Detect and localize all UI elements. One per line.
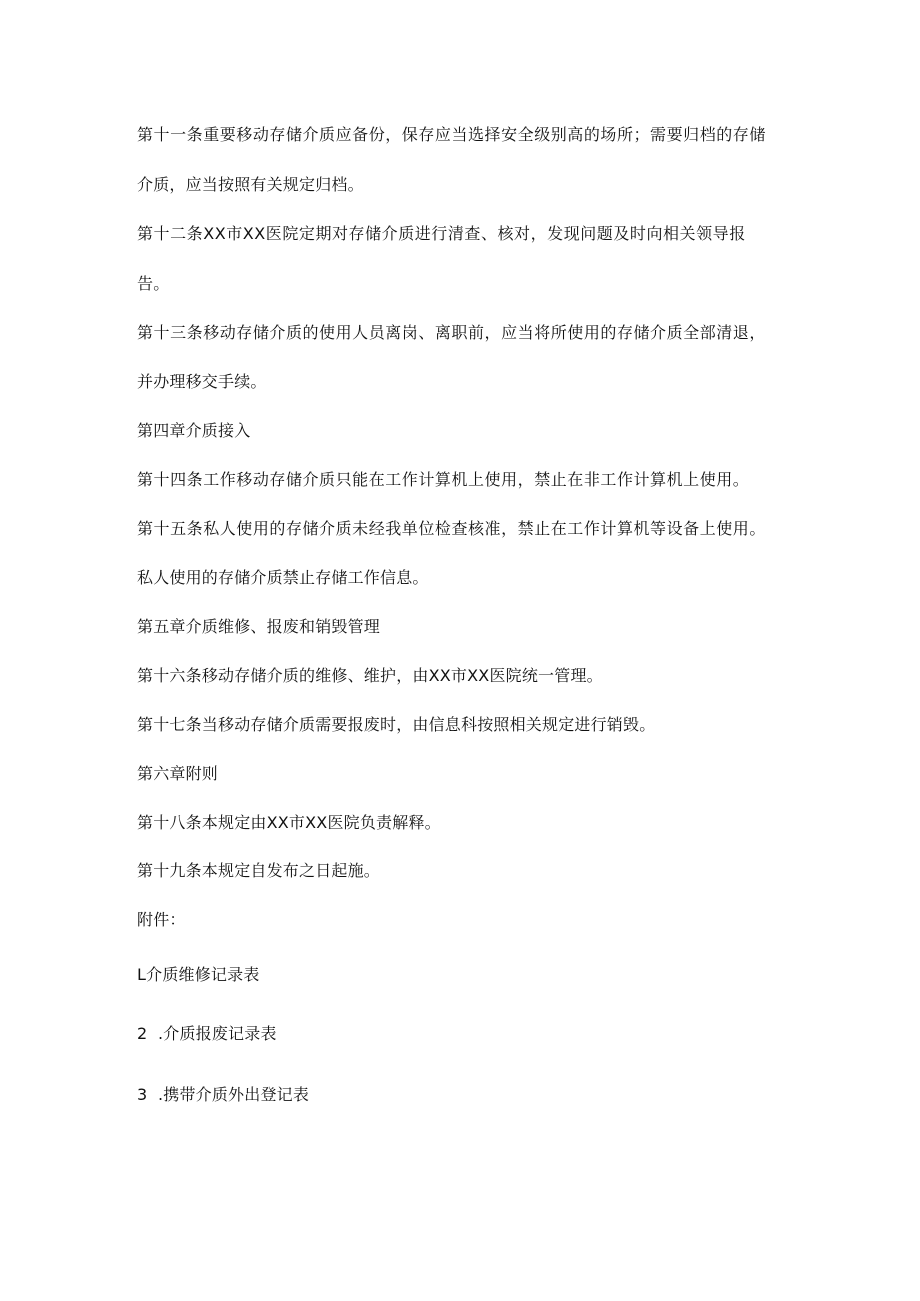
article-11-line-1: 第十一条重要移动存储介质应备份，保存应当选择安全级别高的场所；需要归档的存储 <box>137 125 766 144</box>
attachments-heading: 附件： <box>137 910 186 929</box>
article-15-line-1: 第十五条私人使用的存储介质未经我单位检查核准，禁止在工作计算机等设备上使用。 <box>137 519 766 538</box>
article-11-line-2: 介质，应当按照有关规定归档。 <box>137 175 364 194</box>
article-12-line-2: 告。 <box>137 274 170 293</box>
article-18: 第十八条本规定由XX市XX医院负责解释。 <box>137 813 441 832</box>
chapter-5-heading: 第五章介质维修、报废和销毁管理 <box>137 617 381 636</box>
attachment-item-2: 2 .介质报废记录表 <box>137 1024 277 1043</box>
attachment-item-1: L介质维修记录表 <box>137 965 260 984</box>
article-12-line-1: 第十二条XX市XX医院定期对存储介质进行清查、核对，发现问题及时向相关领导报 <box>137 224 746 243</box>
article-13-line-2: 并办理移交手续。 <box>137 372 267 391</box>
attachment-item-3: 3 .携带介质外出登记表 <box>137 1085 310 1104</box>
chapter-6-heading: 第六章附则 <box>137 764 219 783</box>
article-15-line-2: 私人使用的存储介质禁止存储工作信息。 <box>137 568 429 587</box>
article-16: 第十六条移动存储介质的维修、维护，由XX市XX医院统一管理。 <box>137 666 603 685</box>
article-13-line-1: 第十三条移动存储介质的使用人员离岗、离职前，应当将所使用的存储介质全部清退， <box>137 323 766 342</box>
article-19: 第十九条本规定自发布之日起施。 <box>137 861 381 880</box>
article-14: 第十四条工作移动存储介质只能在工作计算机上使用，禁止在非工作计算机上使用。 <box>137 470 750 489</box>
article-17: 第十七条当移动存储介质需要报废时，由信息科按照相关规定进行销毁。 <box>137 715 656 734</box>
chapter-4-heading: 第四章介质接入 <box>137 421 251 440</box>
